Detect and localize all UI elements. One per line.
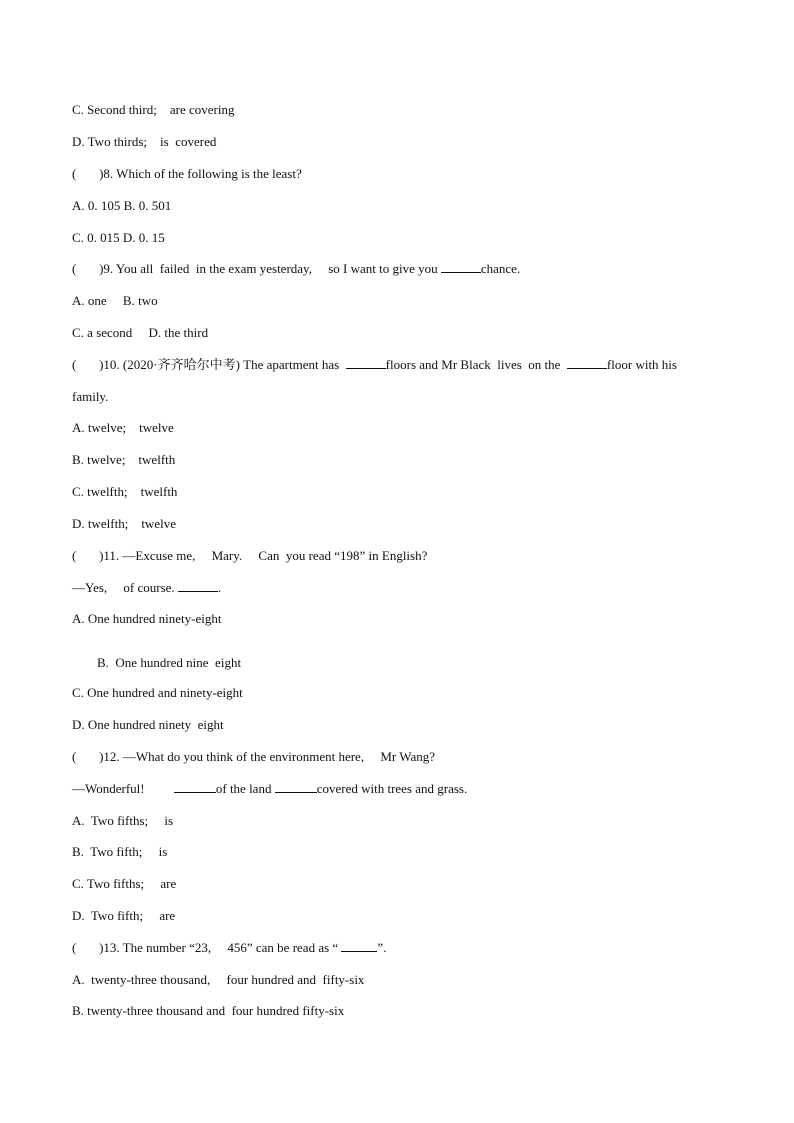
- answer-blank: [441, 261, 481, 273]
- option-b-q12: B. Two fifth; is: [72, 844, 168, 859]
- question-10-text-end: floor with his: [606, 357, 677, 372]
- option-d-q12: D. Two fifth; are: [72, 908, 176, 923]
- option-a-q11: A. One hundred ninety-eight: [72, 611, 222, 626]
- question-11-reply-text: —Yes, of course.: [72, 580, 178, 595]
- option-c-q11: C. One hundred and ninety-eight: [72, 685, 243, 700]
- question-12-reply-end: covered with trees and grass.: [316, 781, 468, 796]
- question-11-reply-end: .: [217, 580, 222, 595]
- question-9-text-end: chance.: [480, 261, 521, 276]
- options-cd-q8: C. 0. 015 D. 0. 15: [72, 230, 165, 245]
- option-a-q12: A. Two fifths; is: [72, 813, 174, 828]
- options-cd-q9: C. a second D. the third: [72, 325, 209, 340]
- question-11-reply: [72, 580, 221, 596]
- question-13-text: ( )13. The number “23, 456” can be read as “: [72, 940, 342, 955]
- option-c-q10: C. twelfth; twelfth: [72, 484, 178, 499]
- answer-blank: [174, 781, 216, 793]
- option-b-q11: B. One hundred nine eight: [97, 655, 242, 670]
- question-12-reply-text: —Wonderful!: [72, 781, 174, 796]
- option-b-q10: B. twelve; twelfth: [72, 452, 176, 467]
- question-10-continued: family.: [72, 389, 109, 404]
- option-a-q10: A. twelve; twelve: [72, 420, 174, 435]
- answer-blank: [346, 357, 386, 369]
- option-a-q13: A. twenty-three thousand, four hundred and fifty-six: [72, 972, 365, 987]
- question-13: [72, 940, 386, 956]
- option-d-q7: D. Two thirds; is covered: [72, 134, 217, 149]
- question-12-reply-mid: of the land: [215, 781, 275, 796]
- question-9: [72, 261, 520, 277]
- question-10-text-mid: floors and Mr Black lives on the: [385, 357, 567, 372]
- question-10: [72, 357, 677, 373]
- question-13-text-end: ”.: [377, 940, 387, 955]
- question-8: ( )8. Which of the following is the least?: [72, 166, 302, 181]
- option-c-q12: C. Two fifths; are: [72, 876, 177, 891]
- question-9-text: ( )9. You all failed in the exam yesterday, so I want to give you: [72, 261, 441, 276]
- option-d-q11: D. One hundred ninety eight: [72, 717, 224, 732]
- question-10-text: ( )10. (2020·齐齐哈尔中考) The apartment has: [72, 357, 346, 372]
- answer-blank: [275, 781, 317, 793]
- options-ab-q9: A. one B. two: [72, 293, 158, 308]
- answer-blank: [341, 940, 377, 952]
- option-b-q13: B. twenty-three thousand and four hundred fifty-six: [72, 1003, 345, 1018]
- answer-blank: [178, 580, 218, 592]
- option-c-q7: C. Second third; are covering: [72, 102, 235, 117]
- question-12: ( )12. —What do you think of the environment here, Mr Wang?: [72, 749, 435, 764]
- question-12-reply: [72, 781, 467, 797]
- answer-blank: [567, 357, 607, 369]
- question-11: ( )11. —Excuse me, Mary. Can you read “198” in English?: [72, 548, 428, 563]
- options-ab-q8: A. 0. 105 B. 0. 501: [72, 198, 172, 213]
- option-d-q10: D. twelfth; twelve: [72, 516, 176, 531]
